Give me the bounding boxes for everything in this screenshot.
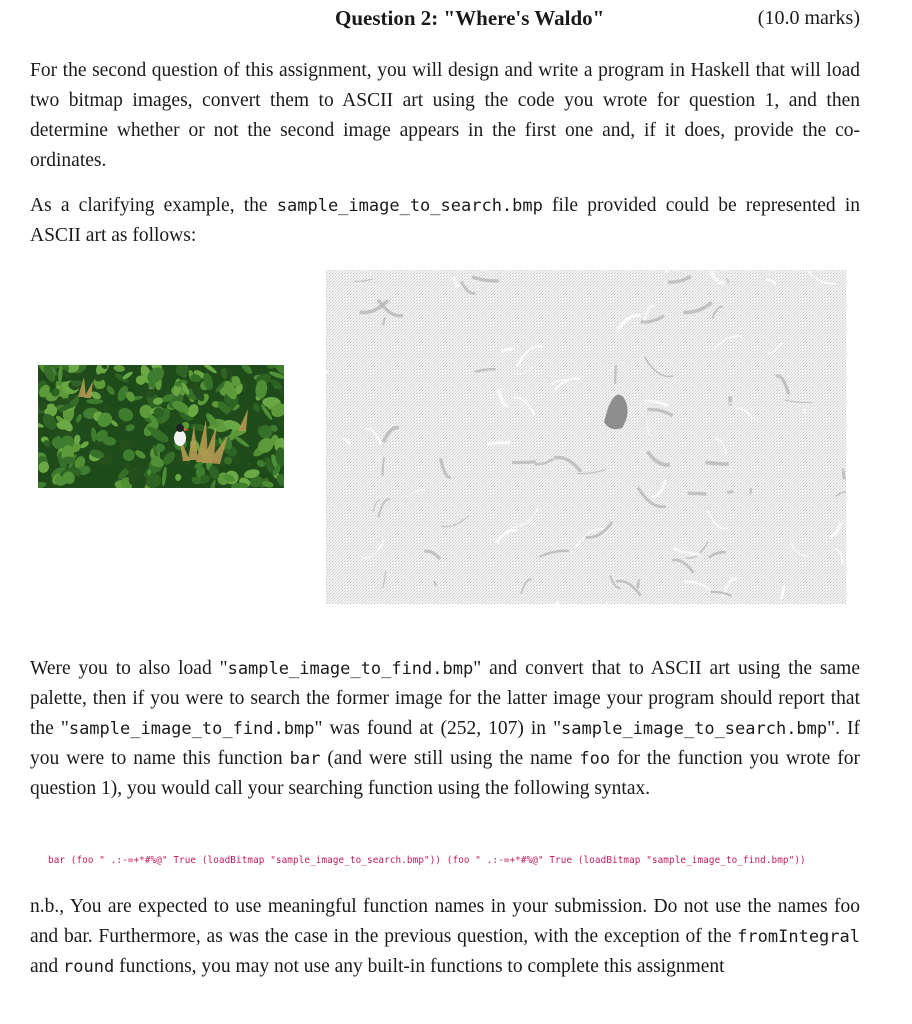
fromintegral-identifier: fromIntegral [737,927,860,947]
search-filename: sample_image_to_search.bmp [276,196,543,216]
example-text-1: As a clarifying example, the [30,195,277,216]
example-paragraph [30,191,860,251]
note-text-2: and [30,956,64,977]
search-text-2: " and convert that to ASCII art using the same palette, then if you were to search the former image for the latter image your program should report that the " [30,658,860,739]
note-paragraph [30,892,860,982]
find-filename-2: sample_image_to_find.bmp [68,719,315,739]
search-text-3: " was found at (252, 107) in " [314,718,562,739]
example-text-2: file provided could be represented in ASCII art as follows: [30,195,861,246]
code-example: bar (foo " .:-=+*#%@" True (loadBitmap "sample_image_to_search.bmp")) (foo " .:-=+*#%@" True (loadBitmap "sample_image_to_find.bmp")) [48,855,806,866]
bar-identifier: bar [289,749,321,769]
sample-photo [38,365,284,488]
search-paragraph [30,654,860,804]
foo-identifier: foo [579,749,611,769]
note-text-3: functions, you may not use any built-in functions to complete this assignment [114,956,725,977]
search-text-6: for the function you wrote for question 1), you would call your searching function using the following syntax. [30,748,860,799]
question-marks: (10.0 marks) [757,7,860,29]
question-title: Question 2: "Where's Waldo" [335,6,605,30]
note-text-1: n.b., You are expected to use meaningful function names in your submission. Do not use the names foo and bar. Furthermore, as was the case in the previous question, with the exception of the [30,896,860,947]
find-filename: sample_image_to_find.bmp [227,659,474,679]
search-text-4: ". If you were to name this function [30,718,860,769]
search-filename-2: sample_image_to_search.bmp [561,719,828,739]
search-text-5: (and were still using the name [320,748,580,769]
round-identifier: round [63,957,115,977]
question-header [0,6,912,34]
intro-paragraph: For the second question of this assignment, you will design and write a program in Haskell that will load two bitmap images, convert them to ASCII art using the code you wrote for question 1, and then determine whether or not the second image appears in the first one and, if it does, provide the co-ordinates. [30,60,860,171]
search-text-1: Were you to also load " [30,658,228,679]
ascii-art-image [326,270,846,604]
